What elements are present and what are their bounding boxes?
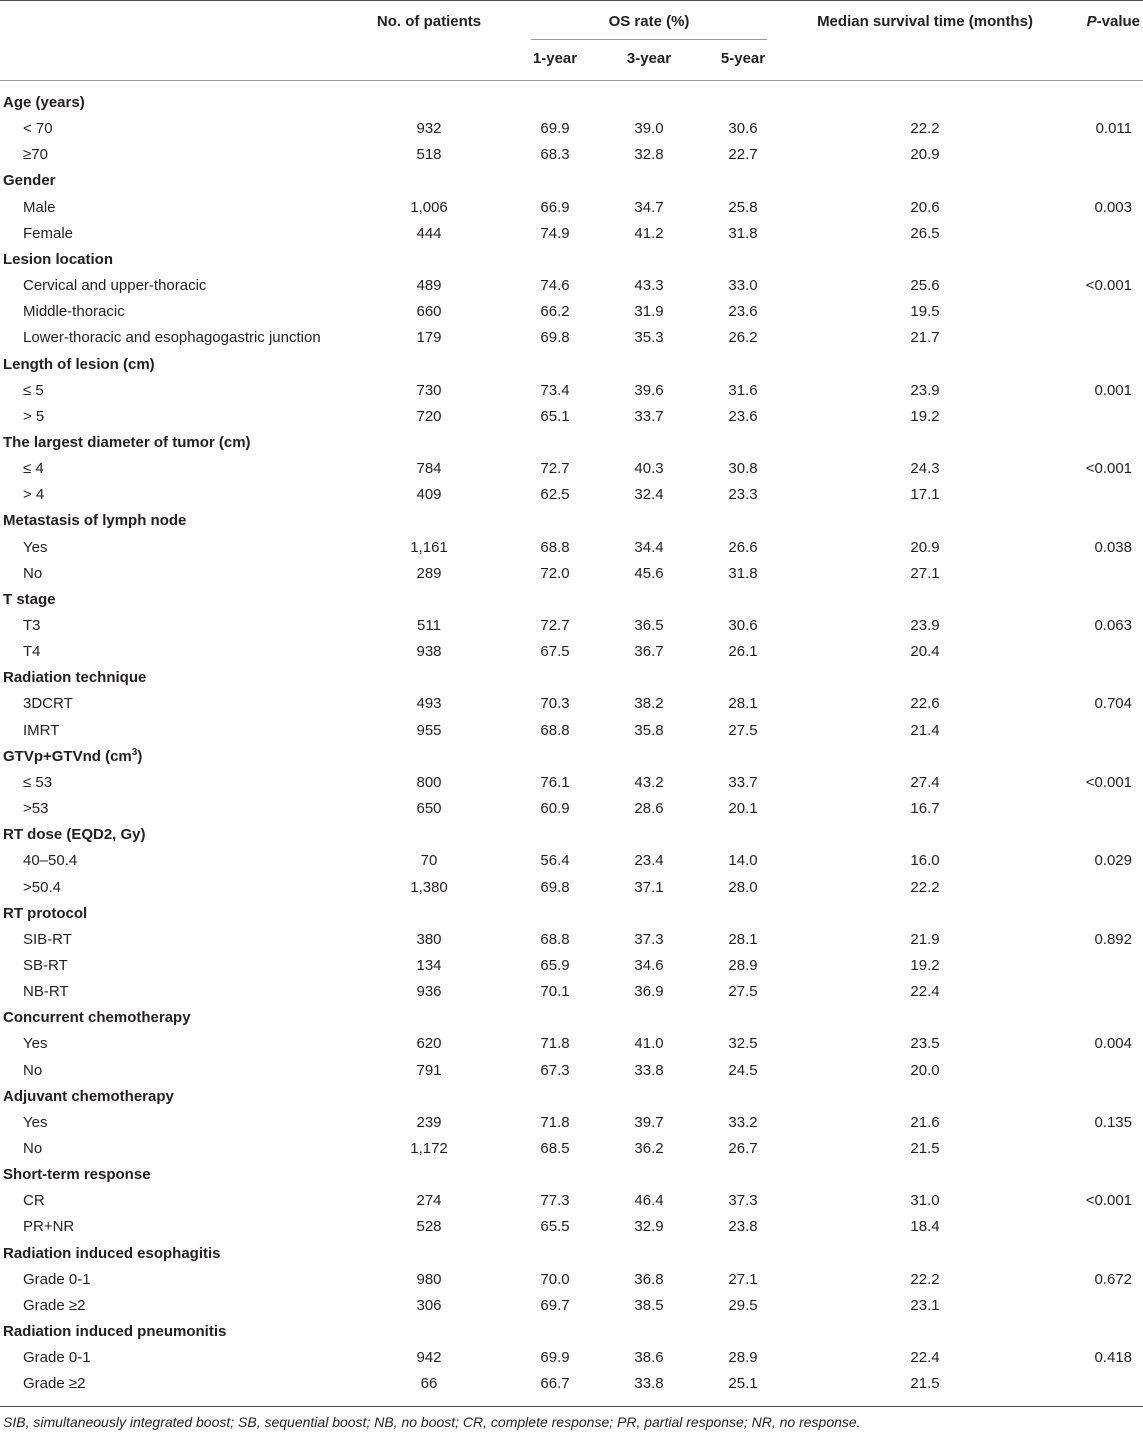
cell-patients: 730 — [416, 381, 442, 399]
category-label — [3, 172, 56, 190]
cell-median: 23.9 — [910, 617, 940, 634]
cell-median: 23.9 — [910, 381, 940, 399]
cell-patients: 274 — [416, 1192, 442, 1210]
cell-5-year: 33.2 — [728, 1113, 758, 1131]
cell-3-year: 43.2 — [634, 773, 664, 791]
cell-5-year: 33.7 — [728, 773, 758, 791]
cell-5-year: 33.0 — [728, 277, 758, 295]
cell-3-year: 36.2 — [634, 1140, 664, 1157]
row-label: 3DCRT — [23, 695, 73, 713]
cell-median: 22.4 — [910, 1349, 940, 1367]
cell-patients: 1,380 — [410, 878, 448, 896]
row-label: Cervical and upper-thoracic — [23, 277, 207, 295]
cell-3-year: 46.4 — [634, 1192, 664, 1210]
category-label — [3, 826, 146, 844]
cell-5-year: 23.6 — [728, 407, 758, 425]
cell-median: 22.2 — [910, 878, 940, 896]
category-label — [3, 356, 155, 374]
category-label — [3, 1245, 221, 1263]
category-label-text: Radiation technique — [3, 669, 147, 687]
cell-patients: 791 — [416, 1061, 442, 1079]
cell-1-year: 68.5 — [540, 1140, 570, 1157]
cell-5-year: 26.1 — [728, 643, 758, 661]
cell-5-year: 27.5 — [728, 983, 758, 1001]
cell-5-year: 26.6 — [728, 538, 758, 556]
cell-1-year: 73.4 — [540, 381, 570, 399]
row-label: Yes — [23, 1113, 48, 1131]
category-label-text: Gender — [3, 172, 56, 190]
cell-5-year: 27.1 — [728, 1270, 758, 1288]
category-label — [3, 748, 142, 766]
cell-patients: 134 — [416, 956, 442, 974]
cell-3-year: 39.0 — [634, 120, 664, 138]
row-label: IMRT — [23, 721, 60, 739]
cell-median: 20.9 — [910, 146, 940, 164]
cell-patients: 784 — [416, 460, 442, 478]
cell-1-year: 66.9 — [540, 198, 570, 216]
cell-3-year: 37.1 — [634, 878, 664, 896]
cell-3-year: 33.7 — [634, 407, 664, 425]
cell-5-year: 31.6 — [728, 381, 758, 399]
cell-patients: 380 — [416, 930, 442, 948]
cell-median: 20.0 — [910, 1061, 940, 1079]
cell-3-year: 34.7 — [634, 198, 664, 216]
cell-p-value: 0.001 — [1094, 381, 1132, 399]
cell-3-year: 36.5 — [634, 617, 664, 634]
cell-patients: 800 — [416, 773, 442, 791]
cell-p-value: 0.003 — [1094, 198, 1132, 216]
cell-median: 22.6 — [910, 695, 940, 713]
cell-3-year: 32.9 — [634, 1218, 664, 1236]
cell-1-year: 69.8 — [540, 329, 570, 347]
category-label-superscript: 3 — [131, 746, 138, 758]
cell-median: 21.6 — [910, 1113, 940, 1131]
cell-1-year: 65.5 — [540, 1218, 570, 1236]
cell-p-value: 0.029 — [1094, 852, 1132, 870]
cell-patients: 1,172 — [410, 1140, 448, 1157]
cell-patients: 409 — [416, 486, 442, 504]
cell-patients: 980 — [416, 1270, 442, 1288]
cell-1-year: 56.4 — [540, 852, 570, 870]
row-label: Grade ≥2 — [23, 1375, 86, 1393]
cell-1-year: 65.1 — [540, 407, 570, 425]
row-label: NB-RT — [23, 983, 69, 1001]
cell-5-year: 22.7 — [728, 146, 758, 164]
cell-p-value: <0.001 — [1085, 773, 1132, 791]
bottom-rule — [0, 1406, 1143, 1407]
cell-patients: 489 — [416, 277, 442, 295]
cell-3-year: 45.6 — [634, 564, 664, 582]
cell-1-year: 60.9 — [540, 800, 570, 818]
row-label: 40–50.4 — [23, 852, 78, 870]
cell-1-year: 69.7 — [540, 1296, 570, 1314]
cell-5-year: 14.0 — [728, 852, 758, 870]
category-label — [3, 94, 85, 112]
cell-3-year: 36.7 — [634, 643, 664, 661]
category-label-text: Radiation induced esophagitis — [3, 1244, 221, 1262]
category-label-text: Lesion location — [3, 250, 114, 268]
category-label-text: Age (years) — [3, 94, 85, 111]
cell-5-year: 23.6 — [728, 303, 758, 321]
row-label: Grade ≥2 — [23, 1296, 86, 1314]
cell-3-year: 23.4 — [634, 852, 664, 870]
category-label — [3, 1323, 226, 1341]
cell-1-year: 67.3 — [540, 1061, 570, 1079]
cell-1-year: 68.8 — [540, 538, 570, 556]
category-label — [3, 512, 186, 530]
cell-3-year: 37.3 — [634, 930, 664, 948]
cell-5-year: 30.6 — [728, 617, 758, 634]
category-label — [3, 905, 87, 923]
cell-3-year: 39.7 — [634, 1113, 664, 1131]
category-label — [3, 669, 146, 687]
header-rule — [0, 80, 1143, 81]
cell-median: 22.2 — [910, 1270, 940, 1288]
row-label: Yes — [23, 1035, 48, 1053]
category-label-text: Metastasis of lymph node — [3, 512, 187, 530]
header-3-year: 3-year — [626, 50, 672, 67]
row-label: Lower-thoracic and esophagogastric junction — [23, 329, 321, 347]
cell-patients: 650 — [416, 800, 442, 818]
os-rate-underline — [531, 39, 767, 40]
cell-median: 21.9 — [910, 930, 940, 948]
cell-3-year: 32.8 — [634, 146, 664, 164]
category-label-text: RT protocol — [3, 904, 88, 922]
cell-5-year: 32.5 — [728, 1035, 758, 1053]
row-label: >50.4 — [23, 878, 61, 896]
cell-median: 21.4 — [910, 721, 940, 739]
row-label: T3 — [23, 617, 41, 634]
cell-patients: 620 — [416, 1035, 442, 1053]
cell-3-year: 43.3 — [634, 277, 664, 295]
cell-1-year: 69.8 — [540, 878, 570, 896]
cell-5-year: 26.2 — [728, 329, 758, 347]
cell-1-year: 71.8 — [540, 1113, 570, 1131]
header-5-year: 5-year — [720, 50, 766, 67]
cell-3-year: 34.6 — [634, 956, 664, 974]
category-label — [3, 1009, 191, 1027]
cell-3-year: 33.8 — [634, 1375, 664, 1393]
cell-1-year: 67.5 — [540, 643, 570, 661]
cell-1-year: 69.9 — [540, 120, 570, 138]
category-label — [3, 591, 56, 609]
row-label: > 4 — [23, 486, 45, 504]
cell-1-year: 70.1 — [540, 983, 570, 1001]
category-label — [3, 1166, 151, 1184]
cell-3-year: 41.2 — [634, 224, 664, 242]
cell-1-year: 62.5 — [540, 486, 570, 504]
cell-median: 19.2 — [910, 956, 940, 974]
cell-p-value: 0.135 — [1094, 1113, 1132, 1131]
row-label: No — [23, 564, 43, 582]
cell-5-year: 23.3 — [728, 486, 758, 504]
cell-3-year: 33.8 — [634, 1061, 664, 1079]
cell-3-year: 31.9 — [634, 303, 664, 321]
cell-median: 16.7 — [910, 800, 940, 818]
cell-5-year: 28.0 — [728, 878, 758, 896]
cell-median: 22.2 — [910, 120, 940, 138]
cell-5-year: 28.9 — [728, 956, 758, 974]
cell-1-year: 71.8 — [540, 1035, 570, 1053]
cell-patients: 1,006 — [410, 198, 448, 216]
cell-median: 25.6 — [910, 277, 940, 295]
header-1-year: 1-year — [532, 50, 578, 67]
cell-5-year: 28.1 — [728, 930, 758, 948]
cell-1-year: 74.9 — [540, 224, 570, 242]
cell-5-year: 28.1 — [728, 695, 758, 713]
row-label: Female — [23, 224, 74, 242]
header-patients: No. of patients — [376, 13, 482, 30]
cell-5-year: 28.9 — [728, 1349, 758, 1367]
row-label: SIB-RT — [23, 930, 72, 948]
cell-p-value: 0.011 — [1095, 120, 1132, 138]
cell-patients: 932 — [416, 120, 442, 138]
cell-patients: 938 — [416, 643, 442, 661]
cell-1-year: 69.9 — [540, 1349, 570, 1367]
row-label: ≥70 — [23, 146, 48, 164]
cell-p-value: <0.001 — [1085, 277, 1132, 295]
category-label — [3, 251, 113, 269]
cell-5-year: 31.8 — [728, 224, 758, 242]
cell-5-year: 20.1 — [728, 800, 758, 818]
cell-1-year: 68.8 — [540, 721, 570, 739]
cell-5-year: 29.5 — [728, 1296, 758, 1314]
category-label-text: Short-term response — [3, 1166, 151, 1184]
row-label: Yes — [23, 538, 48, 556]
category-label — [3, 434, 251, 452]
top-rule — [0, 0, 1143, 1]
cell-median: 23.1 — [910, 1296, 940, 1314]
row-label: No — [23, 1061, 43, 1079]
row-label: CR — [23, 1192, 45, 1210]
cell-1-year: 66.2 — [540, 303, 570, 321]
cell-1-year: 74.6 — [540, 277, 570, 295]
cell-1-year: 72.7 — [540, 617, 570, 634]
row-label: ≤ 5 — [23, 381, 44, 399]
cell-p-value: 0.418 — [1094, 1349, 1132, 1367]
cell-1-year: 72.7 — [540, 460, 570, 478]
cell-3-year: 38.2 — [634, 695, 664, 713]
cell-5-year: 30.8 — [728, 460, 758, 478]
cell-5-year: 25.1 — [728, 1375, 758, 1393]
category-label-tail: ) — [137, 747, 143, 765]
cell-patients: 1,161 — [410, 538, 448, 556]
cell-median: 20.9 — [910, 538, 940, 556]
cell-patients: 444 — [416, 224, 442, 242]
category-label — [3, 1088, 174, 1106]
row-label: ≤ 4 — [23, 460, 44, 478]
row-label: ≤ 53 — [23, 773, 53, 791]
cell-p-value: 0.672 — [1094, 1270, 1132, 1288]
cell-patients: 289 — [416, 564, 442, 582]
cell-median: 31.0 — [910, 1192, 940, 1210]
cell-median: 24.3 — [910, 460, 940, 478]
cell-median: 22.4 — [910, 983, 940, 1001]
cell-median: 21.5 — [910, 1375, 940, 1393]
row-label: Grade 0-1 — [23, 1349, 91, 1367]
category-label-text: The largest diameter of tumor (cm) — [3, 433, 251, 451]
cell-1-year: 66.7 — [540, 1375, 570, 1393]
cell-1-year: 76.1 — [540, 773, 570, 791]
cell-5-year: 30.6 — [728, 120, 758, 138]
cell-patients: 720 — [416, 407, 442, 425]
cell-1-year: 77.3 — [540, 1192, 570, 1210]
cell-3-year: 39.6 — [634, 381, 664, 399]
cell-1-year: 65.9 — [540, 956, 570, 974]
cell-p-value: 0.063 — [1094, 617, 1132, 634]
category-label-text: RT dose (EQD2, Gy) — [3, 826, 146, 844]
cell-3-year: 41.0 — [634, 1035, 664, 1053]
cell-patients: 528 — [416, 1218, 442, 1236]
cell-5-year: 25.8 — [728, 198, 758, 216]
cell-1-year: 68.3 — [540, 146, 570, 164]
cell-3-year: 38.6 — [634, 1349, 664, 1367]
cell-median: 16.0 — [910, 852, 940, 870]
cell-3-year: 34.4 — [634, 538, 664, 556]
cell-patients: 511 — [417, 617, 441, 634]
row-label: No — [23, 1140, 43, 1157]
row-label: Grade 0-1 — [23, 1270, 91, 1288]
cell-median: 20.6 — [910, 198, 940, 216]
row-label: SB-RT — [23, 956, 68, 974]
header-os-rate: OS rate (%) — [608, 13, 690, 30]
cell-median: 20.4 — [910, 643, 940, 661]
cell-patients: 66 — [420, 1375, 438, 1393]
cell-median: 18.4 — [910, 1218, 940, 1236]
cell-patients: 493 — [416, 695, 442, 713]
cell-patients: 239 — [416, 1113, 442, 1131]
row-label: PR+NR — [23, 1218, 75, 1236]
cell-5-year: 26.7 — [728, 1140, 758, 1157]
cell-median: 27.1 — [910, 564, 940, 582]
cell-patients: 942 — [416, 1349, 442, 1367]
row-label: Male — [23, 198, 56, 216]
row-label: T4 — [23, 643, 41, 661]
category-label-text: Radiation induced pneumonitis — [3, 1323, 227, 1341]
cell-median: 21.7 — [910, 329, 940, 347]
cell-p-value: 0.038 — [1094, 538, 1132, 556]
cell-5-year: 27.5 — [728, 721, 758, 739]
category-label-text: Length of lesion (cm) — [3, 355, 155, 373]
cell-5-year: 24.5 — [728, 1061, 758, 1079]
header-median: Median survival time (months) — [817, 13, 1033, 30]
cell-patients: 179 — [416, 329, 442, 347]
row-label: < 70 — [23, 120, 53, 138]
cell-3-year: 32.4 — [634, 486, 664, 504]
cell-p-value: <0.001 — [1085, 1192, 1132, 1210]
cell-median: 21.5 — [910, 1140, 940, 1157]
cell-5-year: 31.8 — [728, 564, 758, 582]
cell-3-year: 28.6 — [634, 800, 664, 818]
category-label-text: GTVp+GTVnd (cm — [3, 747, 132, 765]
footnote: SIB, simultaneously integrated boost; SB, sequential boost; NB, no boost; CR, complete response; PR, partial response; NR, no response. — [3, 1414, 861, 1430]
cell-1-year: 68.8 — [540, 930, 570, 948]
cell-1-year: 70.3 — [540, 695, 570, 713]
cell-patients: 70 — [420, 852, 438, 870]
cell-patients: 518 — [416, 146, 442, 164]
cell-5-year: 23.8 — [728, 1218, 758, 1236]
cell-median: 23.5 — [910, 1035, 940, 1053]
cell-p-value: 0.004 — [1094, 1035, 1132, 1053]
cell-patients: 660 — [416, 303, 442, 321]
cell-patients: 306 — [416, 1296, 442, 1314]
cell-patients: 936 — [416, 983, 442, 1001]
cell-median: 17.1 — [910, 486, 940, 504]
cell-median: 19.2 — [910, 407, 940, 425]
row-label: Middle-thoracic — [23, 303, 125, 321]
category-label-text: Concurrent chemotherapy — [3, 1009, 191, 1027]
cell-median: 27.4 — [910, 773, 940, 791]
header-p-value: P-value — [1086, 13, 1140, 30]
category-label-text: T stage — [3, 590, 56, 608]
cell-median: 26.5 — [910, 224, 940, 242]
row-label: > 5 — [23, 407, 45, 425]
cell-1-year: 72.0 — [540, 564, 570, 582]
cell-p-value: 0.704 — [1094, 695, 1132, 713]
cell-patients: 955 — [416, 721, 442, 739]
cell-3-year: 38.5 — [634, 1296, 664, 1314]
row-label: >53 — [23, 800, 49, 818]
cell-median: 19.5 — [910, 303, 940, 321]
cell-3-year: 36.9 — [634, 983, 664, 1001]
cell-3-year: 36.8 — [634, 1270, 664, 1288]
cell-5-year: 37.3 — [728, 1192, 758, 1210]
cell-3-year: 35.3 — [634, 329, 664, 347]
category-label-text: Adjuvant chemotherapy — [3, 1087, 174, 1105]
cell-3-year: 40.3 — [634, 460, 664, 478]
cell-1-year: 70.0 — [540, 1270, 570, 1288]
cell-p-value: <0.001 — [1085, 460, 1132, 478]
cell-p-value: 0.892 — [1094, 930, 1132, 948]
cell-3-year: 35.8 — [634, 721, 664, 739]
